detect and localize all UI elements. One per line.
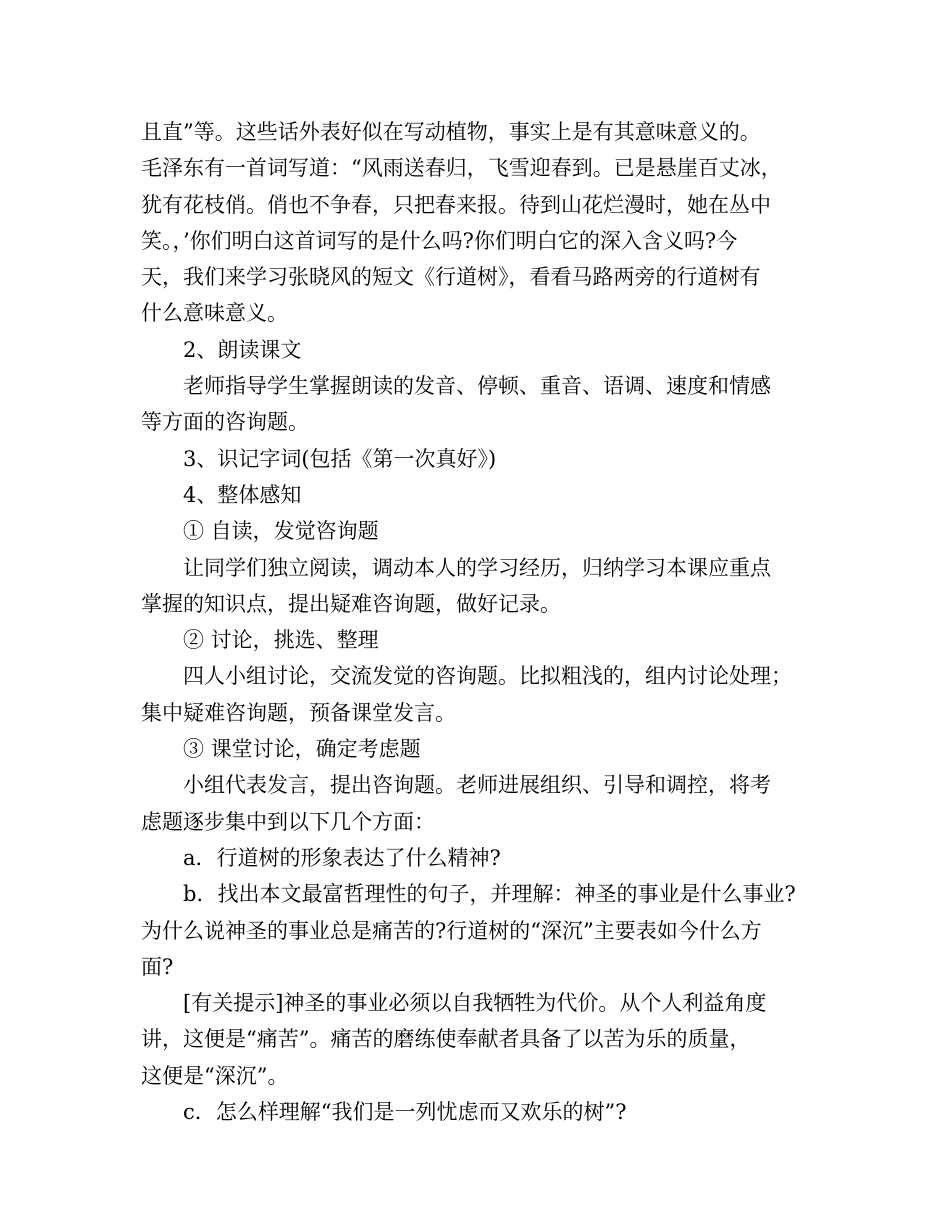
section-heading: 3、识记字词(包括《第一次真好》) [183,446,497,471]
text-line: 且直”等。这些话外表好似在写动植物，事实上是有其意味意义的。 [141,120,761,144]
text-line: 小组代表发言，提出咨询题。老师进展组织、引导和调控，将考 [183,773,771,798]
text-line: 笑。，’你们明白这首词写的是什么吗?你们明白它的深入含义吗?今 [141,228,738,253]
text-line: 老师指导学生掌握朗读的发音、停顿、重音、语调、速度和情感 [183,374,771,399]
subsection-heading: ① 自读，发觉咨询题 [183,519,379,544]
question-item: c．怎么样理解“我们是一列忧虑而又欢乐的树”? [183,1100,627,1125]
hint-text: [有关提示]神圣的事业必须以自我牺牲为代价。从个人利益角度 [183,991,767,1016]
question-item: a．行道树的形象表达了什么精神? [183,845,501,870]
text-line: 等方面的咨询题。 [141,410,309,435]
text-line: 集中疑难咨询题，预备课堂发言。 [141,700,456,725]
text-line: 让同学们独立阅读，调动本人的学习经历，归纳学习本课应重点 [183,555,771,580]
text-line: 什么意味意义。 [141,301,288,326]
text-line: 虑题逐步集中到以下几个方面： [141,809,435,834]
text-line: 掌握的知识点，提出疑难咨询题，做好记录。 [141,591,561,616]
text-line: 四人小组讨论，交流发觉的咨询题。比拟粗浅的，组内讨论处理； [183,664,792,689]
text-line: 犹有花枝俏。俏也不争春，只把春来报。待到山花烂漫时，她在丛中 [141,192,771,217]
question-item: b．找出本文最富哲理性的句子，并理解：神圣的事业是什么事业? [183,882,796,907]
text-line: 这便是“深沉”。 [141,1063,289,1088]
text-line: 毛泽东有一首词写道：“风雨送春归，飞雪迎春到。已是悬崖百丈冰， [141,156,782,181]
subsection-heading: ② 讨论，挑选、整理 [183,628,379,653]
text-line: 面? [141,954,174,979]
text-line: 为什么说神圣的事业总是痛苦的?行道树的“深沉”主要表如今什么方 [141,918,762,943]
body-text [141,114,831,1130]
text-line: 天，我们来学习张晓风的短文《行道树》，看看马路两旁的行道树有 [141,265,761,290]
section-heading: 2、朗读课文 [183,337,302,362]
subsection-heading: ③ 课堂讨论，确定考虑题 [183,737,421,762]
text-line: 讲，这便是“痛苦”。痛苦的磨练使奉献者具备了以苦为乐的质量， [141,1027,751,1052]
section-heading: 4、整体感知 [183,482,302,507]
